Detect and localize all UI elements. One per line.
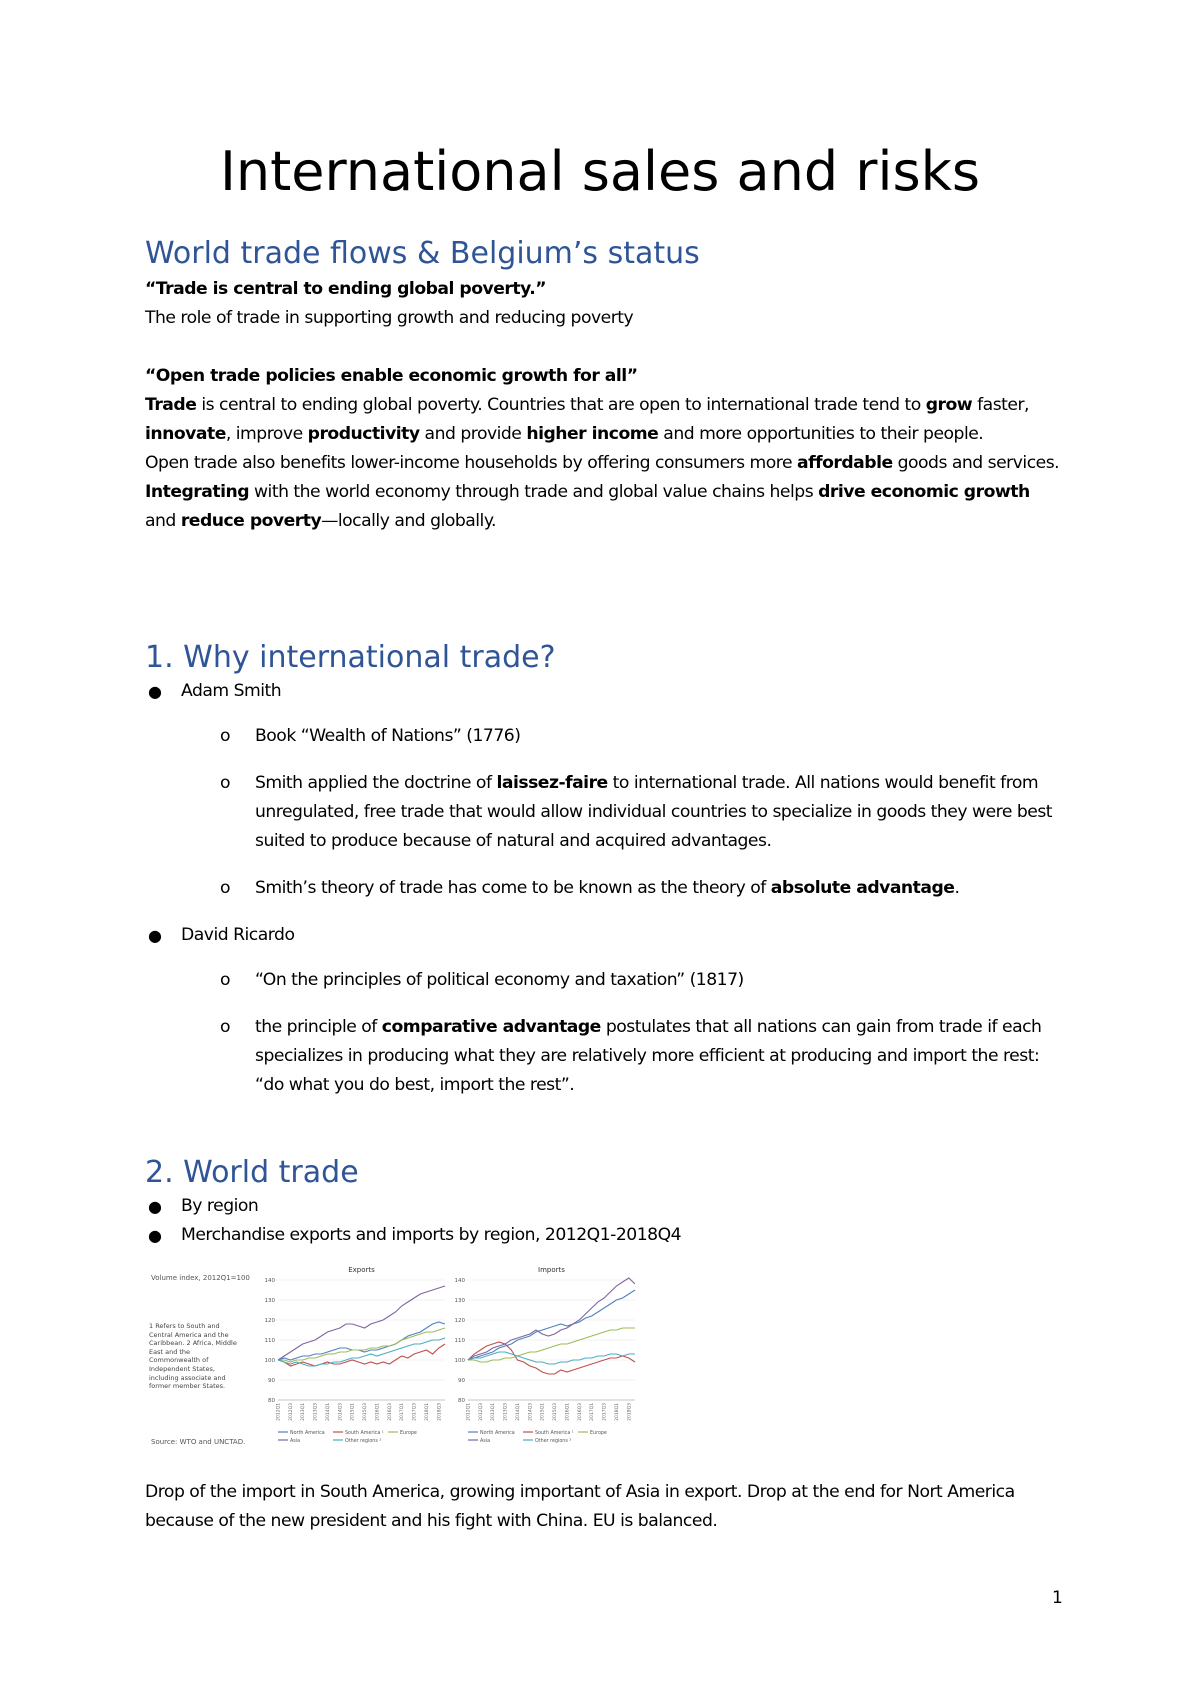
legend-label: Europe [400, 1431, 417, 1436]
y-tick-label: 90 [268, 1378, 275, 1384]
y-tick-label: 140 [264, 1278, 275, 1284]
list-item: o Book “Wealth of Nations” (1776) [145, 722, 1065, 751]
legend-label: South America ¹ [345, 1431, 384, 1436]
chart-title: Imports [538, 1266, 565, 1274]
figure-source: Source: WTO and UNCTAD. [151, 1438, 246, 1446]
world-trade-list [145, 1192, 1065, 1250]
list-item: ● David Ricardo [145, 921, 1065, 950]
x-tick-label: 2016Q1 [375, 1403, 381, 1421]
circle-bullet-icon: o [220, 1017, 231, 1037]
y-tick-label: 110 [264, 1338, 275, 1344]
paragraph-2: Open trade also benefits lower-income households by offering consumers more affordable goods and services. [145, 453, 1060, 473]
list-item: o Smith applied the doctrine of laissez-faire to international trade. All nations would benefit from unregulated, free trade that would allow individual countries to specialize in goods they were best suited to produce because of natural and acquired advantages. [145, 769, 1065, 856]
bullet-icon: ● [148, 1197, 162, 1216]
document-title: International sales and risks [219, 140, 981, 203]
list-item: o “On the principles of political economy and taxation” (1817) [145, 966, 1065, 995]
y-tick-label: 90 [458, 1378, 465, 1384]
legend-label: Europe [590, 1431, 607, 1436]
x-tick-label: 2012Q1 [466, 1403, 472, 1421]
circle-bullet-icon: o [220, 970, 231, 990]
y-tick-label: 140 [454, 1278, 465, 1284]
y-tick-label: 80 [268, 1398, 275, 1404]
trade-volume-figure [145, 1262, 675, 1452]
list-item: ● Adam Smith [145, 677, 1065, 706]
section-heading-why-international-trade: 1. Why international trade? [145, 640, 556, 675]
list-item: o the principle of comparative advantage postulates that all nations can gain from trade if each specializes in producing what they are relatively more efficient at producing and import the rest: “do what you do best, import the rest”. [145, 1013, 1065, 1100]
why-trade-list [145, 677, 1065, 1100]
x-tick-label: 2018Q3 [627, 1403, 633, 1421]
y-tick-label: 110 [454, 1338, 465, 1344]
conclusion-text [145, 1478, 1065, 1536]
series-line [468, 1328, 635, 1362]
x-tick-label: 2015Q1 [350, 1403, 356, 1421]
figure-side-note-top: Volume index, 2012Q1=100 [151, 1274, 250, 1282]
x-tick-label: 2014Q1 [515, 1403, 521, 1421]
x-tick-label: 2018Q1 [424, 1403, 430, 1421]
x-tick-label: 2018Q3 [437, 1403, 443, 1421]
intro-subtitle: The role of trade in supporting growth and reducing poverty [145, 308, 634, 328]
imports-chart [455, 1266, 636, 1444]
series-line [278, 1322, 445, 1360]
list-item: ● Merchandise exports and imports by region, 2012Q1-2018Q4 [145, 1221, 1065, 1250]
series-line [468, 1278, 635, 1360]
circle-bullet-icon: o [220, 726, 231, 746]
legend-label: South America ¹ [535, 1431, 574, 1436]
x-tick-label: 2013Q1 [491, 1403, 497, 1421]
y-tick-label: 100 [264, 1358, 275, 1364]
figure-side-note-wrapper [149, 1322, 241, 1422]
x-tick-label: 2016Q1 [565, 1403, 571, 1421]
series-line [278, 1344, 445, 1366]
x-tick-label: 2015Q3 [553, 1403, 559, 1421]
y-tick-label: 130 [264, 1298, 275, 1304]
legend-label: Asia [290, 1439, 301, 1444]
y-tick-label: 80 [458, 1398, 465, 1404]
y-tick-label: 120 [454, 1318, 465, 1324]
series-line [468, 1290, 635, 1360]
x-tick-label: 2013Q3 [503, 1403, 509, 1421]
section-heading-world-trade: 2. World trade [145, 1155, 359, 1190]
intro-quote-2: “Open trade policies enable economic growth for all” [145, 366, 638, 386]
legend-label: North America [290, 1431, 325, 1436]
intro-text [145, 275, 1065, 536]
x-tick-label: 2016Q3 [577, 1403, 583, 1421]
exports-chart [265, 1266, 446, 1444]
x-tick-label: 2015Q1 [540, 1403, 546, 1421]
x-tick-label: 2014Q3 [528, 1403, 534, 1421]
y-tick-label: 120 [264, 1318, 275, 1324]
x-tick-label: 2014Q3 [338, 1403, 344, 1421]
x-tick-label: 2017Q3 [602, 1403, 608, 1421]
intro-quote: “Trade is central to ending global poverty.” [145, 279, 547, 299]
x-tick-label: 2018Q1 [614, 1403, 620, 1421]
x-tick-label: 2012Q1 [276, 1403, 282, 1421]
y-tick-label: 130 [454, 1298, 465, 1304]
page-number: 1 [1052, 1588, 1063, 1608]
figure-side-note: 1 Refers to South and Central America and the Caribbean. 2 Africa, Middle East and the Commonwealth of Independent States, including associate and former member States. [149, 1322, 237, 1391]
chart-title: Exports [348, 1266, 375, 1274]
list-item: o Smith’s theory of trade has come to be known as the theory of absolute advantage. [145, 874, 1065, 903]
legend-label: North America [480, 1431, 515, 1436]
circle-bullet-icon: o [220, 878, 231, 898]
x-tick-label: 2017Q3 [412, 1403, 418, 1421]
x-tick-label: 2017Q1 [590, 1403, 596, 1421]
paragraph-3: Integrating with the world economy through trade and global value chains helps drive economic growth and reduce poverty—locally and globally. [145, 482, 1030, 531]
section-heading-world-trade-flows: World trade flows & Belgium’s status [145, 236, 700, 271]
x-tick-label: 2016Q3 [387, 1403, 393, 1421]
x-tick-label: 2012Q3 [478, 1403, 484, 1421]
y-tick-label: 100 [454, 1358, 465, 1364]
series-line [278, 1286, 445, 1360]
legend-label: Other regions ² [535, 1439, 572, 1444]
paragraph-1: Trade is central to ending global poverty. Countries that are open to international trade tend to grow faster, innovate, improve productivity and provide higher income and more opportunities to their people. [145, 395, 1030, 444]
x-tick-label: 2013Q1 [301, 1403, 307, 1421]
x-tick-label: 2015Q3 [363, 1403, 369, 1421]
list-item: ● By region [145, 1192, 1065, 1221]
bullet-icon: ● [148, 926, 162, 945]
x-tick-label: 2012Q3 [288, 1403, 294, 1421]
x-tick-label: 2017Q1 [400, 1403, 406, 1421]
bullet-icon: ● [148, 1226, 162, 1245]
x-tick-label: 2013Q3 [313, 1403, 319, 1421]
circle-bullet-icon: o [220, 773, 231, 793]
conclusion-paragraph: Drop of the import in South America, growing important of Asia in export. Drop at the end for Nort America because of the new president and his fight with China. EU is balanced. [145, 1482, 1015, 1531]
legend-label: Other regions ² [345, 1439, 382, 1444]
legend-label: Asia [480, 1439, 491, 1444]
trade-volume-charts [145, 1262, 675, 1452]
x-tick-label: 2014Q1 [325, 1403, 331, 1421]
bullet-icon: ● [148, 682, 162, 701]
